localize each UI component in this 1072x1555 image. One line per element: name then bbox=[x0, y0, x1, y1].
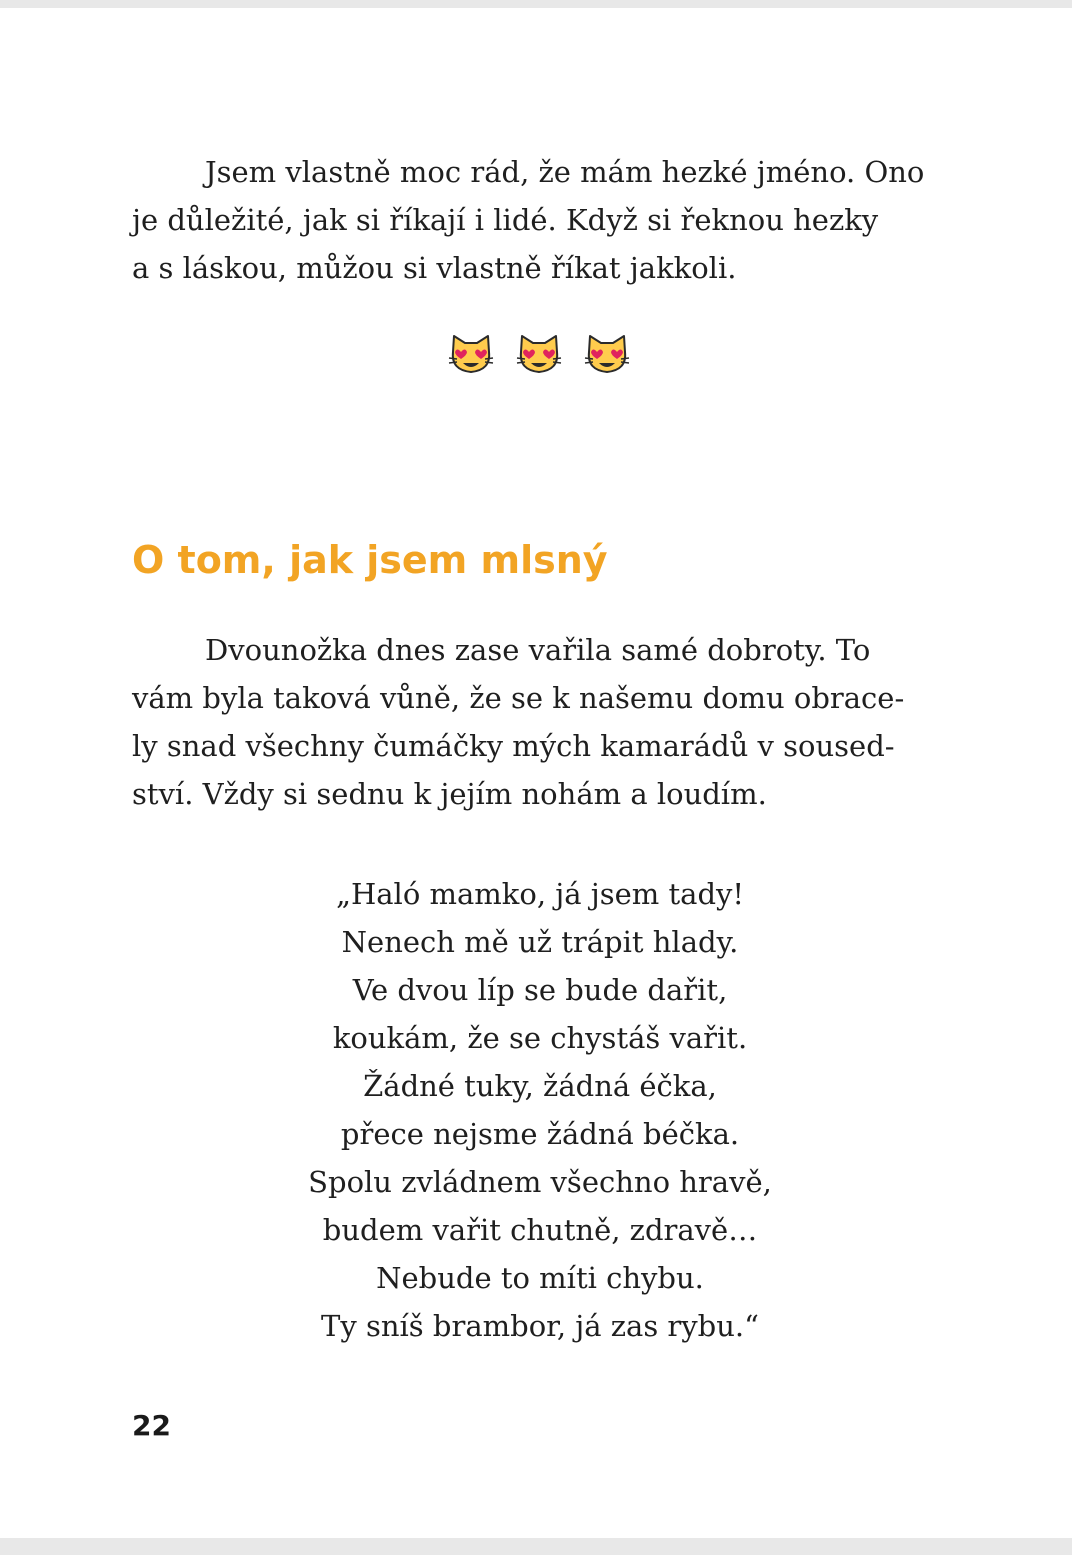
poem-verse: Nebude to míti chybu. bbox=[376, 1261, 704, 1295]
paragraph-line: ství. Vždy si sednu k jejím nohám a loudím. bbox=[132, 777, 767, 811]
paragraph-line: vám byla taková vůně, že se k našemu domu obrace- bbox=[132, 681, 905, 715]
cat-heart-eyes-icon bbox=[583, 330, 631, 378]
poem-verse: budem vařit chutně, zdravě… bbox=[322, 1213, 758, 1247]
paragraph-line: Jsem vlastně moc rád, že mám hezké jméno. Ono bbox=[205, 155, 925, 189]
section-separator bbox=[447, 330, 637, 380]
poem-verse: Spolu zvládnem všechno hravě, bbox=[308, 1165, 772, 1199]
cat-heart-eyes-icon bbox=[515, 330, 563, 378]
book-page bbox=[0, 8, 1072, 1538]
poem bbox=[132, 870, 948, 1350]
poem-verse: přece nejsme žádná béčka. bbox=[340, 1117, 740, 1151]
paragraph-line: a s láskou, můžou si vlastně říkat jakkoli. bbox=[132, 251, 737, 285]
paragraph-line: je důležité, jak si říkají i lidé. Když si řeknou hezky bbox=[132, 203, 879, 237]
paragraph-line: ly snad všechny čumáčky mých kamarádů v soused- bbox=[132, 729, 895, 763]
cat-heart-eyes-icon bbox=[447, 330, 495, 378]
poem-verse: „Haló mamko, já jsem tady! bbox=[335, 877, 745, 911]
poem-verse: koukám, že se chystáš vařit. bbox=[332, 1021, 748, 1055]
paragraph-line: Dvounožka dnes zase vařila samé dobroty. To bbox=[205, 633, 871, 667]
poem-verse: Ve dvou líp se bude dařit, bbox=[352, 973, 728, 1007]
chapter-heading: O tom, jak jsem mlsný bbox=[132, 538, 608, 582]
poem-verse: Žádné tuky, žádná éčka, bbox=[363, 1069, 717, 1103]
paragraph-name bbox=[132, 148, 948, 292]
chapter-paragraph bbox=[132, 626, 948, 818]
poem-verse: Ty sníš brambor, já zas rybu.“ bbox=[321, 1309, 759, 1343]
poem-verse: Nenech mě už trápit hlady. bbox=[341, 925, 739, 959]
page-number: 22 bbox=[132, 1409, 171, 1442]
